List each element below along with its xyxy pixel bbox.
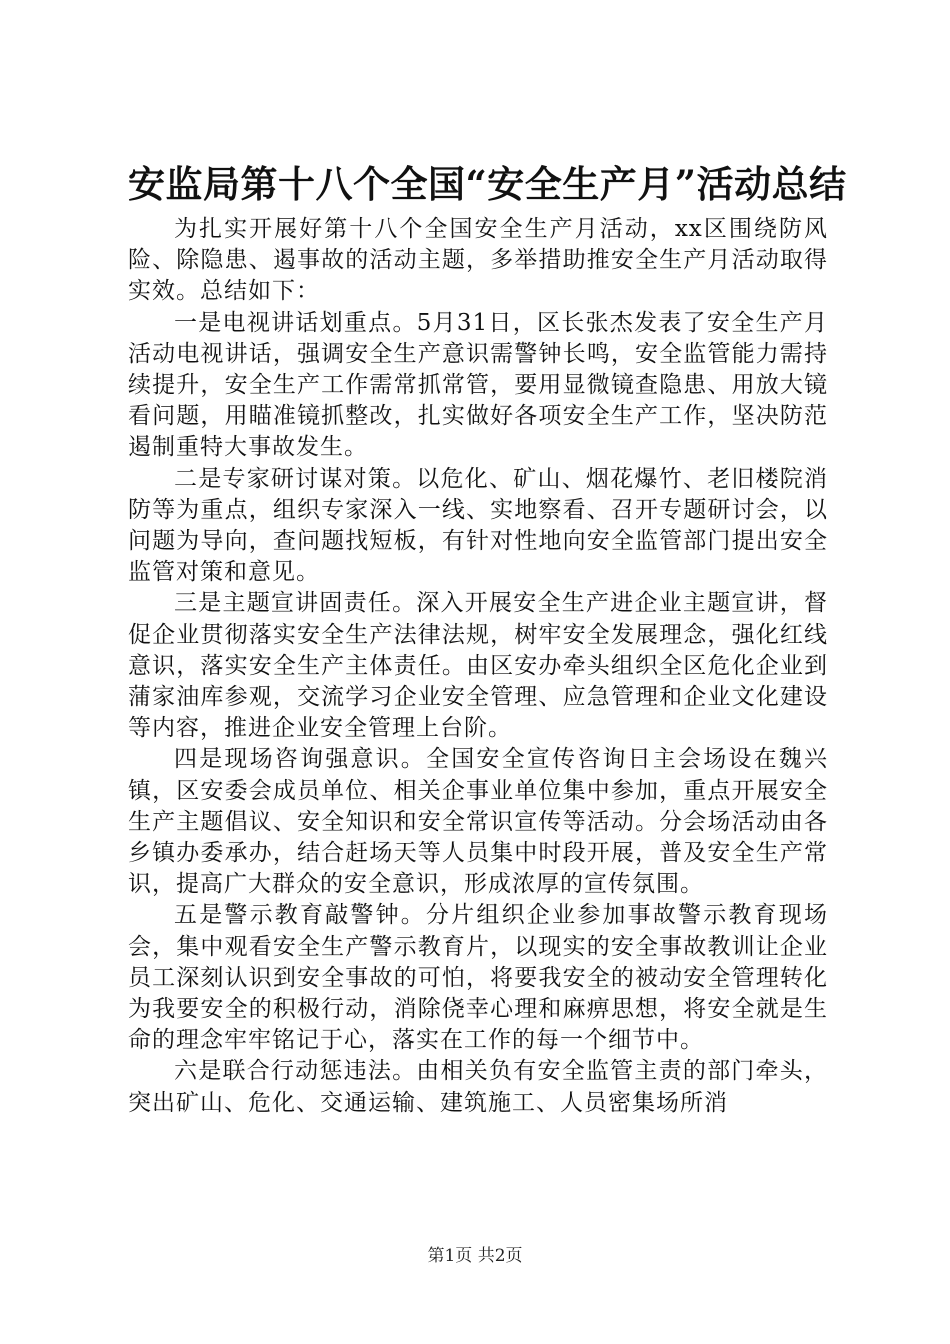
page-number-footer: 第1页 共2页 [427,1246,523,1266]
intro-paragraph: 为扎实开展好第十八个全国安全生产月活动，xx区围绕防风险、除隐患、遏事故的活动主题，多举措助推安全生产月活动取得实效。总结如下： [128,216,828,305]
paragraph-tv-speech: 一是电视讲话划重点。5月31日，区长张杰发表了安全生产月活动电视讲话，强调安全生产意识需警钟长鸣，安全监管能力需持续提升，安全生产工作需常抓常管，要用显微镜查隐患、用放大镜看问题，用瞄准镜抓整改，扎实做好各项安全生产工作，坚决防范遏制重特大事故发生。 [128,309,828,461]
paragraph-warning-education: 五是警示教育敲警钟。分片组织企业参加事故警示教育现场会，集中观看安全生产警示教育片，以现实的安全事故教训让企业员工深刻认识到安全事故的可怕，将要我安全的被动安全管理转化为我要安全的积极行动，消除侥幸心理和麻痹思想，将安全就是生命的理念牢牢铭记于心，落实在工作的每一个细节中。 [128,902,828,1054]
paragraph-joint-action: 六是联合行动惩违法。由相关负有安全监管主责的部门牵头，突出矿山、危化、交通运输、建筑施工、人员密集场所消 [128,1058,828,1116]
paragraph-expert-seminar: 二是专家研讨谋对策。以危化、矿山、烟花爆竹、老旧楼院消防等为重点，组织专家深入一线、实地察看、召开专题研讨会，以问题为导向，查问题找短板，有针对性地向安全监管部门提出安全监管对策和意见。 [128,465,828,586]
paragraph-onsite-consulting: 四是现场咨询强意识。全国安全宣传咨询日主会场设在魏兴镇，区安委会成员单位、相关企事业单位集中参加，重点开展安全生产主题倡议、安全知识和安全常识宣传等活动。分会场活动由各乡镇办委承办，结合赶场天等人员集中时段开展，普及安全生产常识，提高广大群众的安全意识，形成浓厚的宣传氛围。 [128,746,828,898]
paragraph-theme-lecture: 三是主题宣讲固责任。深入开展安全生产进企业主题宣讲，督促企业贯彻落实安全生产法律法规，树牢安全发展理念，强化红线意识，落实安全生产主体责任。由区安办牵头组织全区危化企业到蒲家油库参观，交流学习企业安全管理、应急管理和企业文化建设等内容，推进企业安全管理上台阶。 [128,590,828,742]
document-body [128,214,828,1119]
document-title: 安监局第十八个全国“安全生产月”活动总结 [128,162,847,206]
